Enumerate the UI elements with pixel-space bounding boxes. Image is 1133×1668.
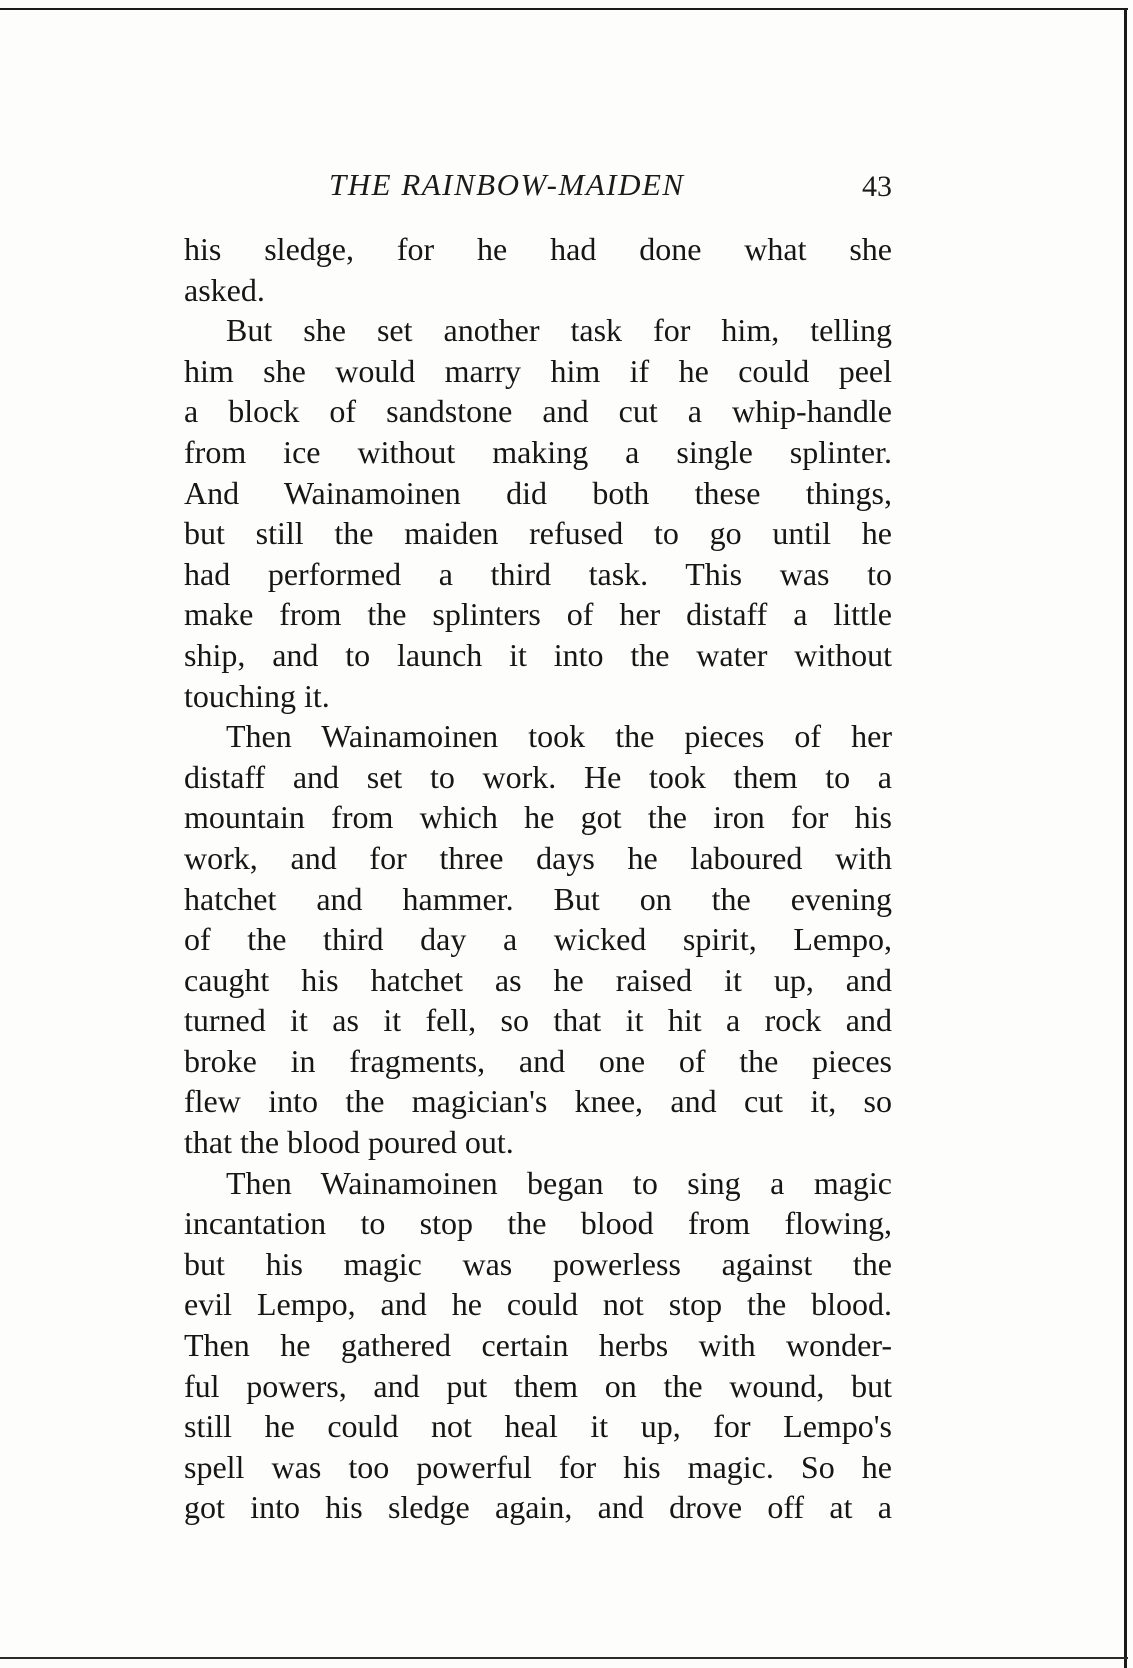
running-head — [184, 167, 892, 211]
text-line: ship, and to launch it into the water without — [184, 636, 892, 673]
text-line: his sledge, for he had done what she — [184, 231, 892, 267]
text-line: touching it. — [184, 677, 330, 714]
text-line: him she would marry him if he could peel — [184, 352, 892, 389]
text-line: got into his sledge again, and drove off at a — [184, 1489, 892, 1526]
text-line: broke in fragments, and one of the pieces — [184, 1042, 892, 1079]
text-line: work, and for three days he laboured with — [184, 839, 892, 876]
text-line: that the blood poured out. — [184, 1124, 514, 1161]
page-edge-right — [1124, 8, 1127, 1668]
text-line: had performed a third task. This was to — [184, 555, 892, 592]
text-line: asked. — [184, 271, 265, 308]
text-line: incantation to stop the blood from flowing, — [184, 1205, 892, 1242]
text-line: spell was too powerful for his magic. So he — [184, 1448, 892, 1485]
text-line: Then Wainamoinen began to sing a magic — [226, 1164, 892, 1201]
text-line: But she set another task for him, telling — [226, 312, 892, 349]
text-line: flew into the magician's knee, and cut it, so — [184, 1083, 892, 1120]
text-line: Then he gathered certain herbs with wonder- — [184, 1327, 892, 1364]
text-line: but his magic was powerless against the — [184, 1245, 892, 1282]
text-line: still he could not heal it up, for Lempo's — [184, 1408, 892, 1445]
text-line: Then Wainamoinen took the pieces of her — [226, 718, 892, 755]
text-line: from ice without making a single splinter. — [184, 433, 892, 470]
text-line: of the third day a wicked spirit, Lempo, — [184, 921, 892, 958]
text-line: distaff and set to work. He took them to a — [184, 758, 892, 795]
text-line: mountain from which he got the iron for his — [184, 799, 892, 836]
text-line: caught his hatchet as he raised it up, and — [184, 961, 892, 998]
text-line: turned it as it fell, so that it hit a rock and — [184, 1002, 892, 1039]
body-text — [184, 229, 892, 1528]
page-number: 43 — [862, 170, 892, 203]
text-line: And Wainamoinen did both these things, — [184, 474, 892, 511]
text-line: hatchet and hammer. But on the evening — [184, 880, 892, 917]
text-line: evil Lempo, and he could not stop the blood. — [184, 1286, 892, 1323]
text-line: but still the maiden refused to go until he — [184, 515, 892, 552]
page-edge-bottom — [0, 1657, 1128, 1659]
text-line: ful powers, and put them on the wound, but — [184, 1367, 892, 1404]
running-title: THE RAINBOW-MAIDEN — [329, 167, 685, 202]
page-edge-top — [0, 8, 1128, 10]
text-line: make from the splinters of her distaff a little — [184, 596, 892, 633]
text-line: a block of sandstone and cut a whip-handle — [184, 393, 892, 430]
